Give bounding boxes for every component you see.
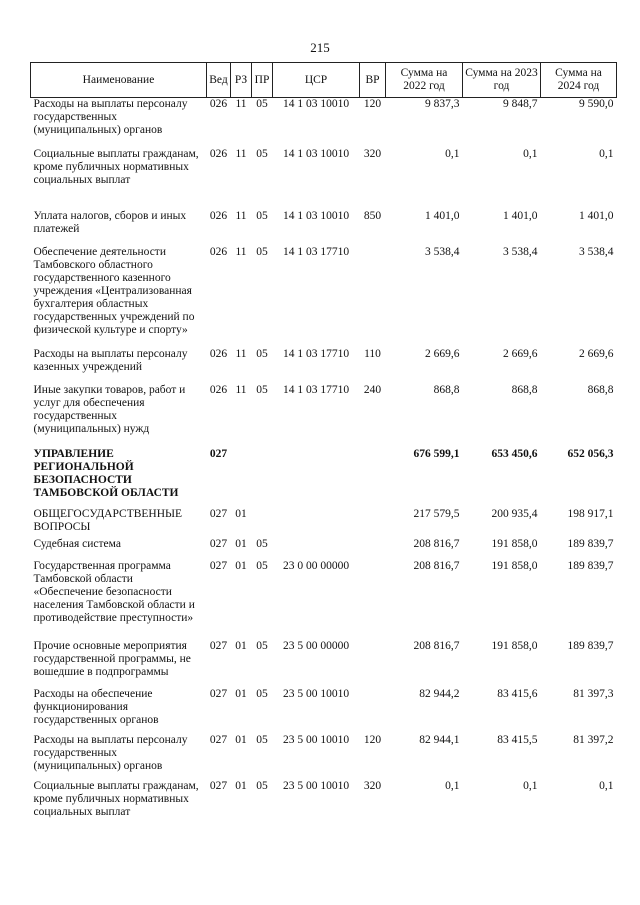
table-row bbox=[31, 780, 617, 836]
table-cell-rz bbox=[231, 448, 252, 504]
table-cell-rz: 11 bbox=[235, 384, 247, 396]
table-cell-ved: 026 bbox=[209, 210, 228, 222]
table-cell-ved: 027 bbox=[209, 780, 228, 792]
table-cell-vr bbox=[360, 688, 386, 730]
table-cell-sum-2024: 652 056,3 bbox=[567, 448, 614, 460]
table-header-row bbox=[31, 63, 617, 98]
table-cell-sum-2022: 0,1 bbox=[445, 148, 460, 160]
header-pr: ПР bbox=[252, 63, 273, 98]
table-cell-rz: 11 bbox=[235, 148, 247, 160]
table-cell-ved: 026 bbox=[209, 384, 228, 396]
table-cell-pr: 05 bbox=[256, 210, 268, 222]
table-cell-csr: 14 1 03 10010 bbox=[282, 210, 350, 222]
table-cell-ved: 027 bbox=[209, 640, 228, 652]
table-cell-sum-2024: 9 590,0 bbox=[579, 98, 614, 110]
table-cell-vr bbox=[360, 448, 386, 504]
table-cell-sum-2022: 676 599,1 bbox=[413, 448, 460, 460]
table-cell-sum-2024: 189 839,7 bbox=[567, 640, 614, 652]
table-cell-sum-2024: 3 538,4 bbox=[579, 246, 614, 258]
table-row bbox=[31, 538, 617, 556]
header-vr: ВР bbox=[360, 63, 386, 98]
table-cell-csr bbox=[273, 448, 360, 504]
table-cell-name: Социальные выплаты гражданам, кроме публичных нормативных социальных выплат bbox=[33, 148, 199, 186]
table-cell-pr: 05 bbox=[256, 538, 268, 550]
table-cell-rz: 01 bbox=[235, 640, 247, 652]
header-name: Наименование bbox=[31, 63, 207, 98]
table-cell-pr bbox=[252, 448, 273, 504]
table-cell-rz: 01 bbox=[235, 560, 247, 572]
table-cell-sum-2022: 82 944,2 bbox=[419, 688, 460, 700]
table-cell-sum-2022: 208 816,7 bbox=[413, 560, 460, 572]
table-cell-rz: 01 bbox=[235, 688, 247, 700]
table-cell-sum-2022: 868,8 bbox=[433, 384, 460, 396]
header-csr: ЦСР bbox=[273, 63, 360, 98]
table-cell-sum-2023: 83 415,6 bbox=[497, 688, 538, 700]
table-cell-ved: 026 bbox=[209, 148, 228, 160]
table-row bbox=[31, 448, 617, 504]
table-cell-ved: 027 bbox=[209, 688, 228, 700]
table-cell-sum-2023: 0,1 bbox=[523, 780, 538, 792]
table-row bbox=[31, 210, 617, 240]
table-cell-csr: 14 1 03 17710 bbox=[282, 246, 350, 258]
page-number: 215 bbox=[310, 40, 330, 55]
table-cell-csr: 14 1 03 17710 bbox=[282, 384, 350, 396]
table-cell-sum-2023: 83 415,5 bbox=[497, 734, 538, 746]
row-spacer bbox=[31, 836, 617, 840]
table-cell-rz: 01 bbox=[235, 734, 247, 746]
table-cell-pr: 05 bbox=[256, 560, 268, 572]
table-cell-ved: 027 bbox=[209, 508, 228, 520]
table-cell-sum-2022: 0,1 bbox=[445, 780, 460, 792]
table-cell-vr bbox=[360, 508, 386, 534]
row-spacer-cell bbox=[31, 836, 617, 840]
table-cell-sum-2023: 191 858,0 bbox=[491, 560, 538, 572]
table-cell-csr: 23 5 00 00000 bbox=[282, 640, 350, 652]
table-cell-sum-2024: 189 839,7 bbox=[567, 538, 614, 550]
table-cell-name: Расходы на выплаты персоналу государственных (муниципальных) органов bbox=[33, 734, 188, 772]
table-cell-rz: 01 bbox=[235, 538, 247, 550]
table-cell-csr: 23 5 00 10010 bbox=[282, 734, 350, 746]
table-cell-sum-2024: 198 917,1 bbox=[567, 508, 614, 520]
table-cell-vr: 240 bbox=[363, 384, 382, 396]
table-cell-vr: 110 bbox=[364, 348, 381, 360]
table-cell-sum-2022: 3 538,4 bbox=[425, 246, 460, 258]
header-sum-2022: Сумма на 2022 год bbox=[386, 63, 463, 98]
header-ved: Вед bbox=[207, 63, 231, 98]
table-cell-sum-2022: 217 579,5 bbox=[413, 508, 460, 520]
table-cell-sum-2024: 868,8 bbox=[587, 384, 614, 396]
table-cell-vr bbox=[360, 560, 386, 636]
table-cell-name: Расходы на обеспечение функционирования государственных органов bbox=[33, 688, 159, 726]
table-cell-ved: 026 bbox=[209, 348, 228, 360]
table-cell-ved: 026 bbox=[209, 246, 228, 258]
table-cell-csr: 14 1 03 10010 bbox=[282, 98, 350, 110]
table-cell-csr bbox=[273, 508, 360, 534]
table-cell-sum-2024: 81 397,3 bbox=[573, 688, 614, 700]
table-cell-sum-2023: 200 935,4 bbox=[491, 508, 538, 520]
budget-table bbox=[30, 62, 617, 840]
table-cell-rz: 01 bbox=[235, 508, 247, 520]
table-cell-sum-2023: 653 450,6 bbox=[491, 448, 538, 460]
table-cell-ved: 027 bbox=[209, 560, 228, 572]
table-cell-sum-2022: 208 816,7 bbox=[413, 640, 460, 652]
table-cell-sum-2023: 9 848,7 bbox=[503, 98, 538, 110]
table-cell-name: Судебная система bbox=[33, 538, 121, 550]
table-row bbox=[31, 98, 617, 143]
table-cell-rz: 11 bbox=[235, 246, 247, 258]
table-cell-vr bbox=[360, 538, 386, 556]
table-cell-pr: 05 bbox=[256, 98, 268, 110]
table-cell-ved: 027 bbox=[209, 448, 228, 460]
table-cell-rz: 01 bbox=[235, 780, 247, 792]
table-row bbox=[31, 148, 617, 204]
table-cell-pr: 05 bbox=[256, 688, 268, 700]
table-cell-vr bbox=[360, 640, 386, 684]
table-row bbox=[31, 348, 617, 378]
table-cell-sum-2024: 189 839,7 bbox=[567, 560, 614, 572]
table-row bbox=[31, 734, 617, 776]
table-cell-name: Уплата налогов, сборов и иных платежей bbox=[33, 210, 187, 235]
table-cell-csr: 23 5 00 10010 bbox=[282, 780, 350, 792]
table-cell-name: Обеспечение деятельности Тамбовского областного государственного казенного учреждения «Централизованная бухгалтерия областных государственных учреждений по физической культуре и спорту» bbox=[33, 246, 195, 336]
table-row bbox=[31, 688, 617, 730]
table-cell-vr: 320 bbox=[363, 780, 382, 792]
table-cell-name: Расходы на выплаты персоналу казенных учреждений bbox=[33, 348, 188, 373]
header-sum-2023: Сумма на 2023 год bbox=[463, 63, 541, 98]
table-cell-name: УПРАВЛЕНИЕ РЕГИОНАЛЬНОЙ БЕЗОПАСНОСТИ ТАМБОВСКОЙ ОБЛАСТИ bbox=[33, 448, 179, 499]
table-cell-sum-2024: 81 397,2 bbox=[573, 734, 614, 746]
table-cell-sum-2024: 1 401,0 bbox=[579, 210, 614, 222]
table-cell-name: ОБЩЕГОСУДАРСТВЕННЫЕ ВОПРОСЫ bbox=[33, 508, 183, 533]
table-cell-pr: 05 bbox=[256, 348, 268, 360]
table-cell-csr: 14 1 03 17710 bbox=[282, 348, 350, 360]
table-cell-csr: 14 1 03 10010 bbox=[282, 148, 350, 160]
table-cell-csr: 23 0 00 00000 bbox=[282, 560, 350, 572]
table-cell-rz: 11 bbox=[235, 210, 247, 222]
table-row bbox=[31, 384, 617, 444]
table-cell-vr: 320 bbox=[363, 148, 382, 160]
table-cell-pr: 05 bbox=[256, 148, 268, 160]
table-cell-sum-2023: 3 538,4 bbox=[503, 246, 538, 258]
table-cell-ved: 026 bbox=[209, 98, 228, 110]
table-cell-pr: 05 bbox=[256, 384, 268, 396]
table-cell-sum-2023: 0,1 bbox=[523, 148, 538, 160]
table-cell-sum-2024: 0,1 bbox=[599, 148, 614, 160]
table-row bbox=[31, 508, 617, 534]
table-cell-rz: 11 bbox=[235, 348, 247, 360]
table-cell-pr: 05 bbox=[256, 246, 268, 258]
table-cell-csr: 23 5 00 10010 bbox=[282, 688, 350, 700]
table-cell-sum-2024: 2 669,6 bbox=[579, 348, 614, 360]
table-cell-pr bbox=[252, 508, 273, 534]
table-row bbox=[31, 640, 617, 684]
table-cell-rz: 11 bbox=[235, 98, 247, 110]
table-cell-sum-2023: 868,8 bbox=[511, 384, 538, 396]
table-cell-sum-2022: 9 837,3 bbox=[425, 98, 460, 110]
table-cell-vr: 120 bbox=[363, 98, 382, 110]
table-cell-name: Социальные выплаты гражданам, кроме публичных нормативных социальных выплат bbox=[33, 780, 199, 818]
table-cell-sum-2022: 2 669,6 bbox=[425, 348, 460, 360]
table-cell-ved: 027 bbox=[209, 538, 228, 550]
table-cell-pr: 05 bbox=[256, 640, 268, 652]
table-cell-pr: 05 bbox=[256, 780, 268, 792]
table-cell-sum-2024: 0,1 bbox=[599, 780, 614, 792]
table-cell-sum-2023: 191 858,0 bbox=[491, 538, 538, 550]
header-rz: РЗ bbox=[231, 63, 252, 98]
table-cell-name: Расходы на выплаты персоналу государственных (муниципальных) органов bbox=[33, 98, 188, 136]
table-cell-name: Государственная программа Тамбовской области «Обеспечение безопасности населения Тамбовской области и противодействие преступности» bbox=[33, 560, 195, 624]
table-cell-sum-2023: 191 858,0 bbox=[491, 640, 538, 652]
table-row bbox=[31, 246, 617, 342]
table-cell-pr: 05 bbox=[256, 734, 268, 746]
header-sum-2024: Сумма на 2024 год bbox=[541, 63, 617, 98]
table-cell-sum-2023: 1 401,0 bbox=[503, 210, 538, 222]
table-cell-sum-2023: 2 669,6 bbox=[503, 348, 538, 360]
table-cell-vr: 850 bbox=[363, 210, 382, 222]
table-cell-vr: 120 bbox=[363, 734, 382, 746]
table-cell-ved: 027 bbox=[209, 734, 228, 746]
table-cell-name: Прочие основные мероприятия государственной программы, не вошедшие в подпрограммы bbox=[33, 640, 191, 678]
table-cell-sum-2022: 208 816,7 bbox=[413, 538, 460, 550]
table-cell-sum-2022: 1 401,0 bbox=[425, 210, 460, 222]
table-cell-vr bbox=[360, 246, 386, 342]
table-cell-sum-2022: 82 944,1 bbox=[419, 734, 460, 746]
table-cell-name: Иные закупки товаров, работ и услуг для обеспечения государственных (муниципальных) нужд bbox=[33, 384, 186, 435]
table-row bbox=[31, 560, 617, 636]
table-cell-csr bbox=[273, 538, 360, 556]
